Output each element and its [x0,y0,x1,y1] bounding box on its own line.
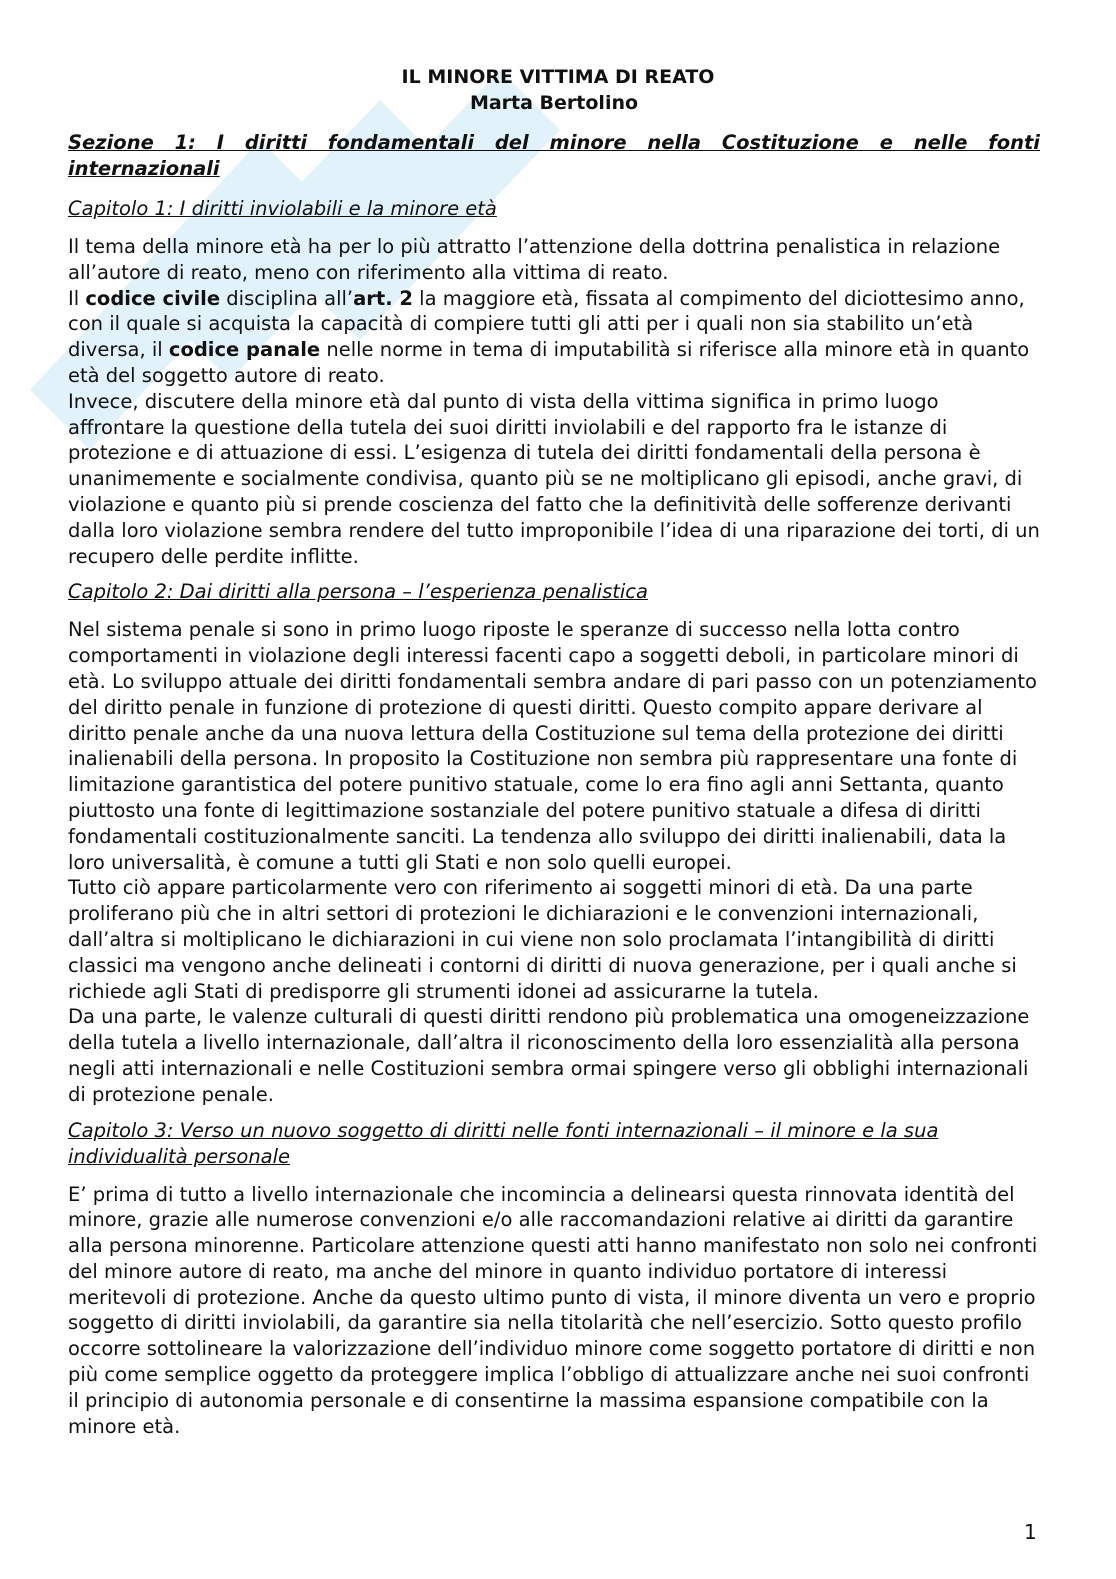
paragraph: Il tema della minore età ha per lo più attratto l’attenzione della dottrina penalistica in relazione all’autore di reato, meno con riferimento alla vittima di reato. [68,235,1001,284]
paragraph: Da una parte, le valenze culturali di questi diritti rendono più problematica una omogeneizzazione della tutela a livello internazionale, dall’altra il riconoscimento della loro essenzialità alla persona negli atti internazionali e nelle Costituzioni sembra ormai spingere verso gli obblighi internazionali di protezione penale. [68,1005,1030,1106]
document-author: Marta Bertolino [469,92,639,114]
chapter-3-body [68,1182,1040,1440]
bold-term: art. 2 [353,286,413,310]
section-heading: Sezione 1: I diritti fondamentali del minore nella Costituzione e nelle fonti internazionali [68,131,1040,180]
paragraph: E’ prima di tutto a livello internazionale che incomincia a delinearsi questa rinnovata identità del minore, grazie alle numerose convenzioni e/o alle raccomandazioni relative ai diritti da garantire alla persona minorenne. Particolare attenzione questi atti hanno manifestato non solo nei confronti del minore autore di reato, ma anche del minore in quanto individuo portatore di interessi meritevoli di protezione. Anche da questo ultimo punto di vista, il minore diventa un vero e proprio soggetto di diritti inviolabili, da garantire sia nella titolarità che nell’esercizio. Sotto questo profilo occorre sottolineare la valorizzazione dell’individuo minore come soggetto portatore di diritti e non più come semplice oggetto da proteggere implica l’obbligo di attualizzare anche nei suoi confronti il principio di autonomia personale e di consentirne la massima espansione compatibile con la minore età. [68,1182,1038,1438]
chapter-2-body [68,617,1040,1107]
chapter-1-heading: Capitolo 1: I diritti inviolabili e la minore età [68,197,497,220]
chapter-1-body [68,234,1040,569]
paragraph: Nel sistema penale si sono in primo luogo riposte le speranze di successo nella lotta contro comportamenti in violazione degli interessi facenti capo a soggetti deboli, in particolare minori di età. Lo sviluppo attuale dei diritti fondamentali sembra andare di pari passo con un potenziamento del diritto penale in funzione di protezione di questi diritti. Questo compito appare derivare al diritto penale anche da una nuova lettura della Costituzione sul tema della protezione dei diritti inalienabili della persona. In proposito la Costituzione non sembra più rappresentare una fonte di limitazione garantistica del potere punitivo statuale, come lo era fino agli anni Settanta, quanto piuttosto una fonte di legittimazione sostanziale del potere punitivo statuale a difesa di diritti fondamentali costituzionalmente sanciti. La tendenza allo sviluppo dei diritti inalienabili, data la loro universalità, è comune a tutti gli Stati e non solo quelli europei. [68,618,1037,874]
paragraph: Il codice civile disciplina all’art. 2 la maggiore età, fissata al compimento del diciottesimo anno, con il quale si acquista la capacità di compiere tutti gli atti per i quali non sia stabilito un’età diversa, il codice panale nelle norme in tema di imputabilità si riferisce alla minore età in quanto età del soggetto autore di reato. [68,286,1030,387]
document-title: IL MINORE VITTIMA DI REATO [401,66,715,88]
page-number: 1 [1024,1520,1037,1544]
chapter-2-heading: Capitolo 2: Dai diritti alla persona – l’esperienza penalistica [68,580,648,604]
paragraph: Invece, discutere della minore età dal punto di vista della vittima significa in primo luogo affrontare la questione della tutela dei suoi diritti inviolabili e del rapporto fra le istanze di protezione e di attuazione di essi. L’esigenza di tutela dei diritti fondamentali della persona è unanimemente e socialmente condivisa, quanto più se ne moltiplicano gli episodi, anche gravi, di violazione e quanto più si prende coscienza del fatto che la definitività delle sofferenze derivanti dalla loro violazione sembra rendere del tutto improponibile l’idea di una riparazione dei torti, di un recupero delle perdite inflitte. [68,389,1040,568]
bold-term: codice civile [85,286,221,310]
chapter-3-heading: Capitolo 3: Verso un nuovo soggetto di diritti nelle fonti internazionali – il minore e la sua individualità personale [68,1118,939,1168]
bold-term: codice panale [168,338,321,362]
paragraph: Tutto ciò appare particolarmente vero con riferimento ai soggetti minori di età. Da una parte proliferano più che in altri settori di protezioni le dichiarazioni e le convenzioni internazionali, dall’altra si moltiplicano le dichiarazioni in cui viene non solo proclamata l’intangibilità di diritti classici ma vengono anche delineati i contorni di diritti di nuova generazione, per i quali anche si richiede agli Stati di predisporre gli strumenti idonei ad assicurarne la tutela. [68,876,1017,1003]
document-page [68,64,1040,1449]
